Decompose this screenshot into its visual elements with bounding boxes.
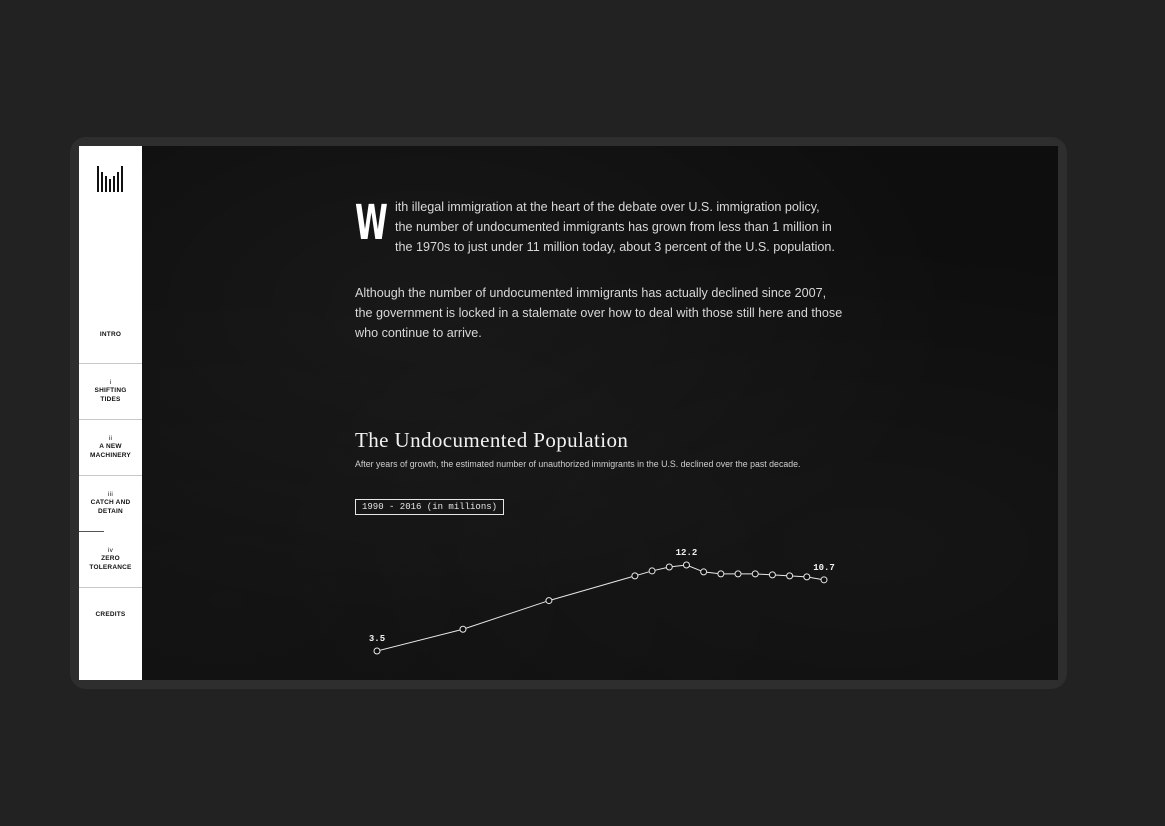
data-point[interactable] [683, 562, 689, 568]
data-point[interactable] [374, 648, 380, 654]
nav-item-label: CATCH AND DETAIN [90, 499, 131, 515]
data-point[interactable] [821, 577, 827, 583]
logo-icon[interactable] [97, 166, 123, 192]
data-point[interactable] [632, 573, 638, 579]
body-paragraph: Although the number of undocumented immigrants has actually declined since 2007, the government is locked in a stalemate over how to deal with those still here and those who continue to arrive. [355, 286, 843, 340]
data-point[interactable] [701, 569, 707, 575]
page-screen [79, 146, 1058, 680]
nav-item-shifting-tides[interactable] [79, 364, 142, 419]
nav-item-a-new-machinery[interactable] [79, 420, 142, 475]
nav-item-number: iii [108, 490, 113, 498]
data-point[interactable] [649, 568, 655, 574]
data-point[interactable] [460, 626, 466, 632]
nav-item-number: i [109, 378, 112, 386]
data-point[interactable] [804, 574, 810, 580]
nav-item-catch-and-detain[interactable] [79, 476, 142, 531]
nav-item-intro[interactable] [79, 324, 142, 346]
data-point[interactable] [718, 571, 724, 577]
nav-item-zero-tolerance[interactable] [79, 532, 142, 587]
drop-cap: W [355, 195, 388, 251]
data-point[interactable] [735, 571, 741, 577]
nav-divider [79, 587, 142, 588]
date-range-label: 1990 - 2016 (in millions) [355, 499, 504, 515]
sidebar-nav [79, 146, 142, 680]
data-point[interactable] [752, 571, 758, 577]
data-label: 10.7 [813, 562, 835, 573]
chart-title: The Undocumented Population [355, 428, 629, 452]
data-point[interactable] [666, 564, 672, 570]
nav-item-credits[interactable] [79, 604, 142, 626]
data-label: 12.2 [675, 548, 698, 558]
nav-item-label: INTRO [99, 330, 122, 338]
nav-item-label: ZERO TOLERANCE [89, 555, 132, 571]
nav-item-number: iv [107, 546, 114, 554]
nav-item-number: ii [108, 434, 113, 442]
data-point[interactable] [546, 598, 552, 604]
nav-item-label: A NEW MACHINERY [90, 443, 131, 459]
nav-item-label: SHIFTING TIDES [94, 387, 127, 403]
chart-subtitle: After years of growth, the estimated number of unauthorized immigrants in the U.S. declined over the past decade. [355, 459, 801, 469]
data-point[interactable] [787, 573, 793, 579]
nav-item-label: CREDITS [95, 610, 126, 618]
series-line [377, 565, 824, 651]
intro-paragraph: ith illegal immigration at the heart of the debate over U.S. immigration policy, the number of undocumented immigrants has grown from less than 1 million in the 1970s to just under 11 million today, about 3 percent of the U.S. population. [395, 200, 835, 254]
data-point[interactable] [769, 572, 775, 578]
data-label: 3.5 [368, 634, 386, 644]
